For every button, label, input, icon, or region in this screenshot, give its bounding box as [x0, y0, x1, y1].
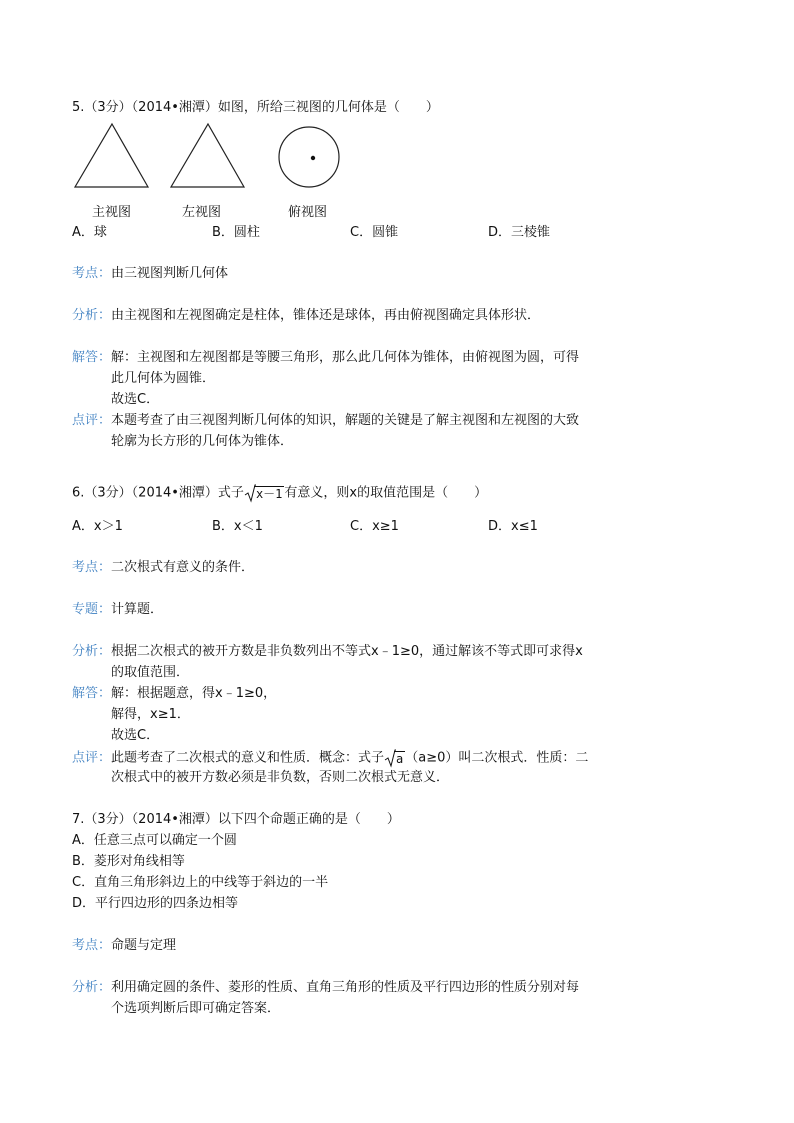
q6-stem: 6.（3分）（2014•湘潭）式子 x－1 有意义，则x的取值范围是（ ） [72, 483, 487, 503]
jieda-tag: 解答： [72, 350, 112, 365]
q5-jieda: 解答：解：主视图和左视图都是等腰三角形，那么此几何体为锥体，由俯视图为圆，可得 [72, 350, 580, 365]
q6-jieda-line2: 解得，x≥1． [111, 707, 190, 722]
q7-fenxi-line2: 个选项判断后即可确定答案． [111, 1001, 281, 1016]
kaodian-tag: 考点： [72, 266, 112, 281]
q7-kaodian: 考点：命题与定理 [72, 938, 177, 953]
q6-option-d: D．x≤1 [488, 519, 538, 534]
caption-front-view: 主视图 [92, 205, 132, 220]
q6-option-a: A．x＞1 [72, 519, 123, 534]
fenxi-tag: 分析： [72, 644, 112, 659]
caption-top-view: 俯视图 [288, 205, 328, 220]
q6-fenxi-line2: 的取值范围． [111, 665, 190, 680]
q5-jieda-line3: 故选C． [111, 392, 160, 407]
q6-dianping: 点评：此题考查了二次根式的意义和性质．概念：式子 a （a≥0）叫二次根式．性质：二 [72, 748, 588, 768]
q5-dianping-line2: 轮廓为长方形的几何体为锥体． [111, 434, 294, 449]
q6-option-b: B．x＜1 [212, 519, 263, 534]
zhuanti-tag: 专题： [72, 602, 112, 617]
q6-dianping-line2: 次根式中的被开方数必须是非负数，否则二次根式无意义． [111, 770, 450, 785]
q7-option-b: B．菱形对角线相等 [72, 854, 185, 869]
jieda-tag: 解答： [72, 686, 112, 701]
q5-option-c: C．圆锥 [350, 225, 399, 240]
q5-option-d: D．三棱锥 [488, 225, 551, 240]
sqrt-expression: x－1 [244, 483, 284, 503]
q6-fenxi: 分析：根据二次根式的被开方数是非负数列出不等式x﹣1≥0，通过解该不等式即可求得x [72, 644, 583, 659]
q5-jieda-line2: 此几何体为圆锥． [111, 371, 216, 386]
q5-fenxi: 分析：由主视图和左视图确定是柱体，锥体还是球体，再由俯视图确定具体形状． [72, 308, 541, 323]
kaodian-tag: 考点： [72, 560, 112, 575]
q5-kaodian: 考点：由三视图判断几何体 [72, 266, 229, 281]
q7-fenxi: 分析：利用确定圆的条件、菱形的性质、直角三角形的性质及平行四边形的性质分别对每 [72, 980, 580, 995]
q7-option-c: C．直角三角形斜边上的中线等于斜边的一半 [72, 875, 329, 890]
q6-jieda-line3: 故选C． [111, 728, 160, 743]
q7-stem: 7.（3分）（2014•湘潭）以下四个命题正确的是（ ） [72, 812, 400, 827]
q6-jieda: 解答：解：根据题意，得x﹣1≥0， [72, 686, 277, 701]
top-view-circle [276, 124, 342, 190]
kaodian-tag: 考点： [72, 938, 112, 953]
sqrt-a-expression: a [384, 748, 405, 768]
q5-stem: 5.（3分）（2014•湘潭）如图，所给三视图的几何体是（ ） [72, 100, 439, 115]
q5-option-a: A．球 [72, 225, 107, 240]
q6-kaodian: 考点：二次根式有意义的条件． [72, 560, 255, 575]
q7-option-a: A．任意三点可以确定一个圆 [72, 833, 237, 848]
q6-zhuanti: 专题：计算题． [72, 602, 164, 617]
fenxi-tag: 分析： [72, 308, 112, 323]
dianping-tag: 点评： [72, 413, 112, 428]
q7-option-d: D．平行四边形的四条边相等 [72, 896, 239, 911]
front-view-triangle [72, 122, 152, 190]
q5-option-b: B．圆柱 [212, 225, 260, 240]
dianping-tag: 点评： [72, 750, 112, 766]
caption-left-view: 左视图 [182, 205, 222, 220]
q5-dianping: 点评：本题考查了由三视图判断几何体的知识，解题的关键是了解主视图和左视图的大致 [72, 413, 580, 428]
left-view-triangle [168, 122, 248, 190]
fenxi-tag: 分析： [72, 980, 112, 995]
q6-option-c: C．x≥1 [350, 519, 399, 534]
